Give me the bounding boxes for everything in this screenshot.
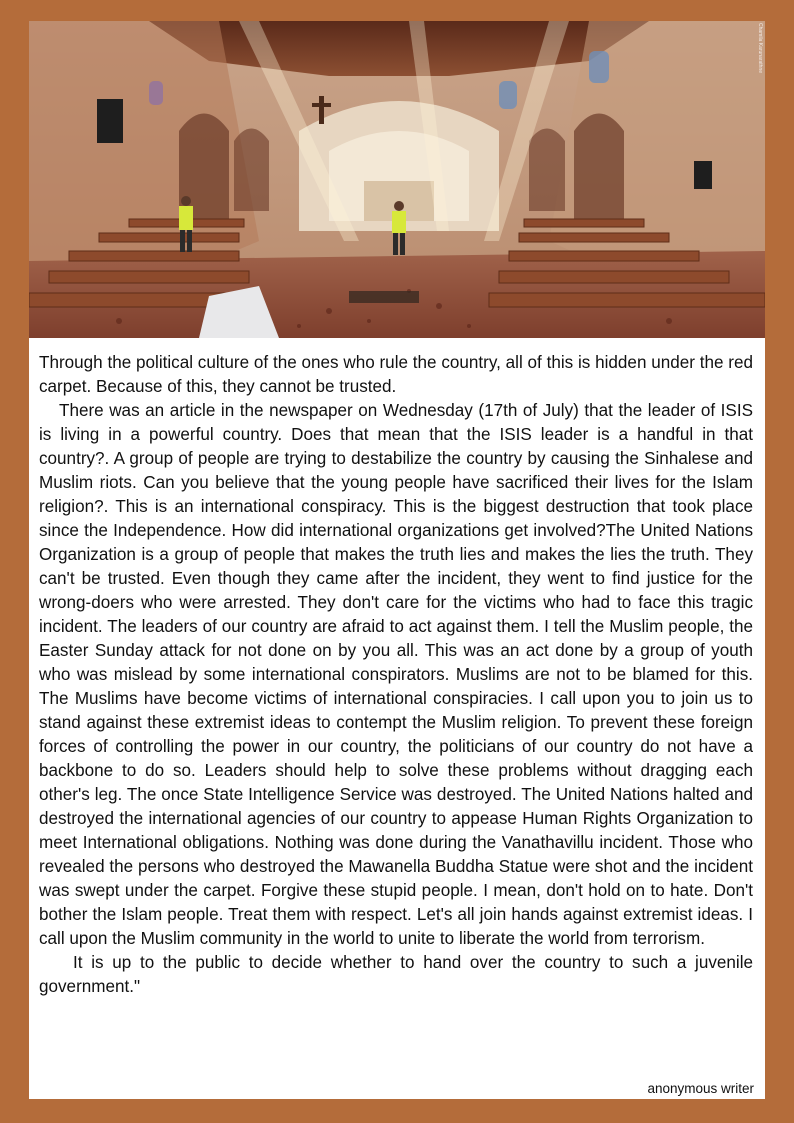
photo-illustration [29,21,765,338]
paragraph-1: Through the political culture of the ones who rule the country, all of this is hidden under the red carpet. Because of this, they cannot be trusted. [39,353,753,396]
article-body [39,351,753,999]
photo-credit: Chamila Karunarathne [757,23,763,74]
church-interior-photo [29,21,765,338]
document-page [29,21,765,1099]
author-signature: anonymous writer [647,1081,754,1096]
paragraph-2: There was an article in the newspaper on Wednesday (17th of July) that the leader of ISIS is living in a powerful country. Does that mean that the ISIS leader is a handful in that country?. A group of people are trying to destabilize the country by causing the Sinhalese and Muslim riots. Can you believe that the young people have sacrificed their lives for the Islam religion?. This is an international conspiracy. This is the biggest destruction that took place since the Independence. How did international organizations get involved?The United Nations Organization is a group of people that makes the truth lies and makes the lies the truth. They can't be trusted. Even though they came after the incident, they went to find justice for the wrong-doers who were arrested. They don't care for the victims who had to face this tragic incident. The leaders of our country are afraid to act against them. I tell the Muslim people, the Easter Sunday attack for not done on by you all. This was an act done by a group of youth who was mislead by some international conspirators. Muslims are not to be blamed for this. The Muslims have become victims of international conspiracies. I call upon you to join us to stand against these extremist ideas to contempt the Muslim religion. To prevent these foreign forces of controlling the power in our country, the politicians of our country do not have a backbone to do so. Leaders should help to solve these problems without dragging each other's leg. The once State Intelligence Service was destroyed. The United Nations halted and destroyed the international agencies of our country to appease Human Rights Organization to meet International obligations. Nothing was done during the Vanathavillu incident. Those who revealed the persons who destroyed the Mawanella Buddha Statue were shot and the incident was swept under the carpet. Forgive these stupid people. I mean, don't hold on to hate. Don't bother the Islam people. Treat them with respect. Let's all join hands against extremist ideas. I call upon the Muslim community in the world to unite to liberate the world from terrorism. [39,401,753,948]
paragraph-3: It is up to the public to decide whether to hand over the country to such a juvenile government." [39,953,753,996]
